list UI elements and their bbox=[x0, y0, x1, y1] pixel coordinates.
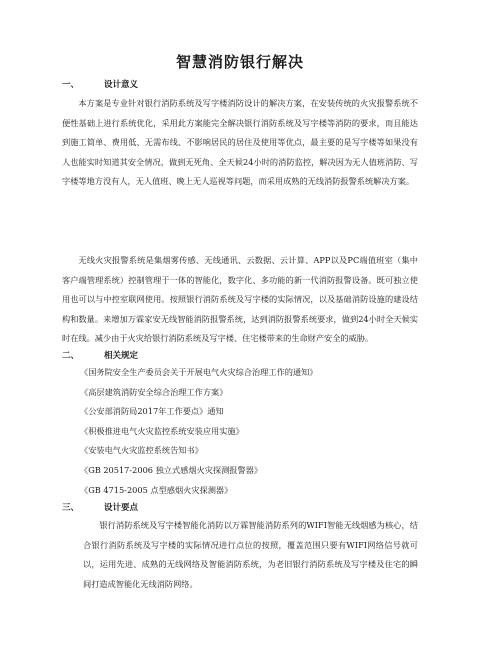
section-3-heading bbox=[62, 501, 138, 513]
regulation-item: 《GB 4715-2005 点型感烟火灾探测器》 bbox=[80, 484, 233, 495]
regulation-item: 《积极推进电气火灾监控系统安装应用实施》 bbox=[80, 425, 244, 436]
regulation-item: 《公安部消防局2017年工作要点》通知 bbox=[80, 406, 224, 417]
regulation-item: 《安装电气火灾监控系统告知书》 bbox=[80, 445, 203, 456]
document-title: 智慧消防银行解决 bbox=[175, 53, 304, 71]
regulation-list bbox=[80, 363, 317, 500]
section-3-number: 三、 bbox=[62, 503, 80, 513]
section-1-paragraph-2: 无线火灾报警系统是集烟雾传感、无线通讯、云数据、云计算、APP以及PC端值班室（集中客户端管理系统）控制管理于一体的智能化，数字化、多功能的新一代消防报警设备。既可独立使用也可以与中控室联网使用。按照银行消防系统及写字楼的实际情况，以及基础消防设施的建设结构和数量。来增加万霖家安无线智能消防报警系统，达到消防报警系统要求，做到24小时全天候实时在线。减少由于火灾给银行消防系统及写字楼、住宅楼带来的生命财产安全的威胁。 bbox=[62, 255, 418, 344]
section-1-title: 设计意义 bbox=[104, 80, 139, 90]
section-2-number: 二、 bbox=[62, 351, 80, 361]
regulation-item: 《国务院安全生产委员会关于开展电气火灾综合治理工作的通知》 bbox=[80, 367, 318, 377]
section-1-number: 一、 bbox=[62, 80, 80, 90]
section-1-paragraph-1: 本方案是专业针对银行消防系统及写字楼消防设计的解决方案，在安装传统的火灾报警系统不便性基础上进行系统优化，采用此方案能完全解决银行消防系统及写字楼等消防的要求，而且能达到施工简单、费用低、无需布线、不影响居民的居住及使用等优点，最主要的是写字楼等如果没有人也能实时知道其安全情况，做到无死角、全天候24小时的消防监控，解决因为无人值班消防、写字楼等地方没有人，无人值班、晚上无人巡视等问题，而采用成熟的无线消防报警系统解决方案。 bbox=[62, 98, 418, 187]
section-1-heading bbox=[62, 78, 138, 90]
regulation-item: 《高层建筑消防安全综合治理工作方案》 bbox=[80, 386, 228, 397]
regulation-item: 《GB 20517-2006 独立式感烟火灾探测报警器》 bbox=[80, 464, 263, 475]
section-2-heading bbox=[62, 349, 138, 361]
section-3-title: 设计要点 bbox=[104, 503, 139, 513]
section-2-title: 相关规定 bbox=[104, 351, 139, 361]
section-3-paragraph-1: 银行消防系统及写字楼智能化消防以万霖智能消防系列的WIFI智能无线烟感为核心，结合银行消防系统及写字楼的实际情况进行点位的按照，覆盖范围只要有WIFI网络信号就可以，运用先进、成熟的无线网络及智能消防系统，为老旧银行消防系统及写字楼及住宅的瞬间打造成智能化无线消防网络。 bbox=[83, 520, 418, 589]
